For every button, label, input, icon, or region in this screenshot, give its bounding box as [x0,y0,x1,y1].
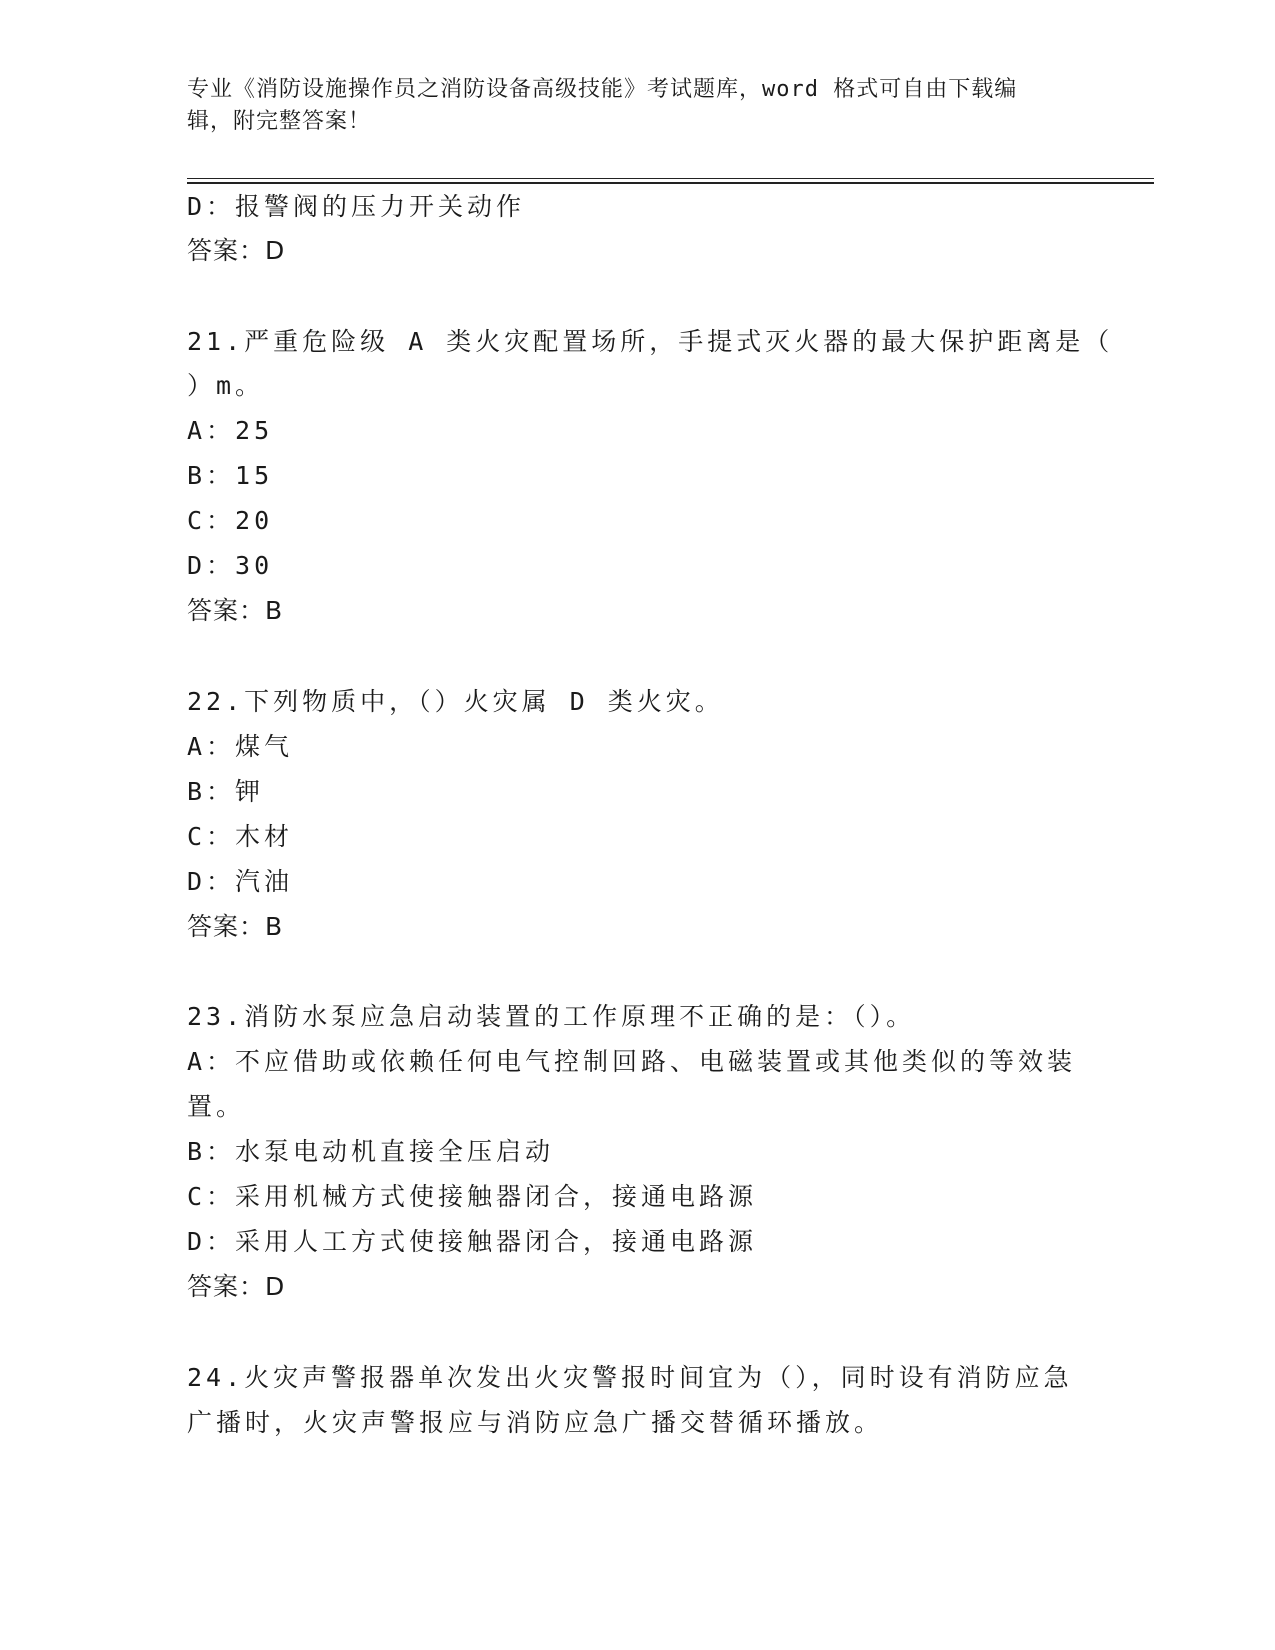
q23-option-b: B：水泵电动机直接全压启动 [187,1137,555,1166]
header-divider-thick [187,182,1154,184]
prev-answer: 答案：D [187,236,286,265]
header-line-1: 专业《消防设施操作员之消防设备高级技能》考试题库，word 格式可自由下载编 [187,77,1018,102]
q24-stem-line-2: 广播时，火灾声警报应与消防应急广播交替循环播放。 [187,1408,884,1437]
q21-option-a: A：25 [187,416,274,445]
page-header [187,74,1067,138]
q24-stem-line-1: 24.火灾声警报器单次发出火灾警报时间宜为（），同时设有消防应急 [187,1363,1073,1392]
q21-answer: 答案：B [187,596,284,625]
q21-stem-line-1: 21.严重危险级 A 类火灾配置场所，手提式灭火器的最大保护距离是（ [187,327,1114,356]
q23-answer: 答案：D [187,1272,286,1301]
q21-stem-line-2: ）m。 [187,371,265,400]
header-divider-thin [187,178,1154,179]
q22-option-c: C：木材 [187,822,294,851]
q23-option-a-line-2: 置。 [187,1092,246,1121]
header-line-2: 辑，附完整答案！ [187,109,372,134]
q23-stem: 23.消防水泵应急启动装置的工作原理不正确的是：（）。 [187,1002,916,1031]
prev-option-d: D：报警阀的压力开关动作 [187,192,526,221]
q23-option-a-line-1: A：不应借助或依赖任何电气控制回路、电磁装置或其他类似的等效装 [187,1047,1077,1076]
q21-option-c: C：20 [187,506,274,535]
q23-option-c: C：采用机械方式使接触器闭合，接通电路源 [187,1182,758,1211]
q22-option-d: D：汽油 [187,867,294,896]
q21-option-b: B：15 [187,461,274,490]
q22-option-b: B：钾 [187,777,265,806]
q22-stem: 22.下列物质中，（）火灾属 D 类火灾。 [187,687,724,716]
q23-option-d: D：采用人工方式使接触器闭合，接通电路源 [187,1227,758,1256]
q22-answer: 答案：B [187,912,284,941]
q22-option-a: A：煤气 [187,732,294,761]
q21-option-d: D：30 [187,551,274,580]
